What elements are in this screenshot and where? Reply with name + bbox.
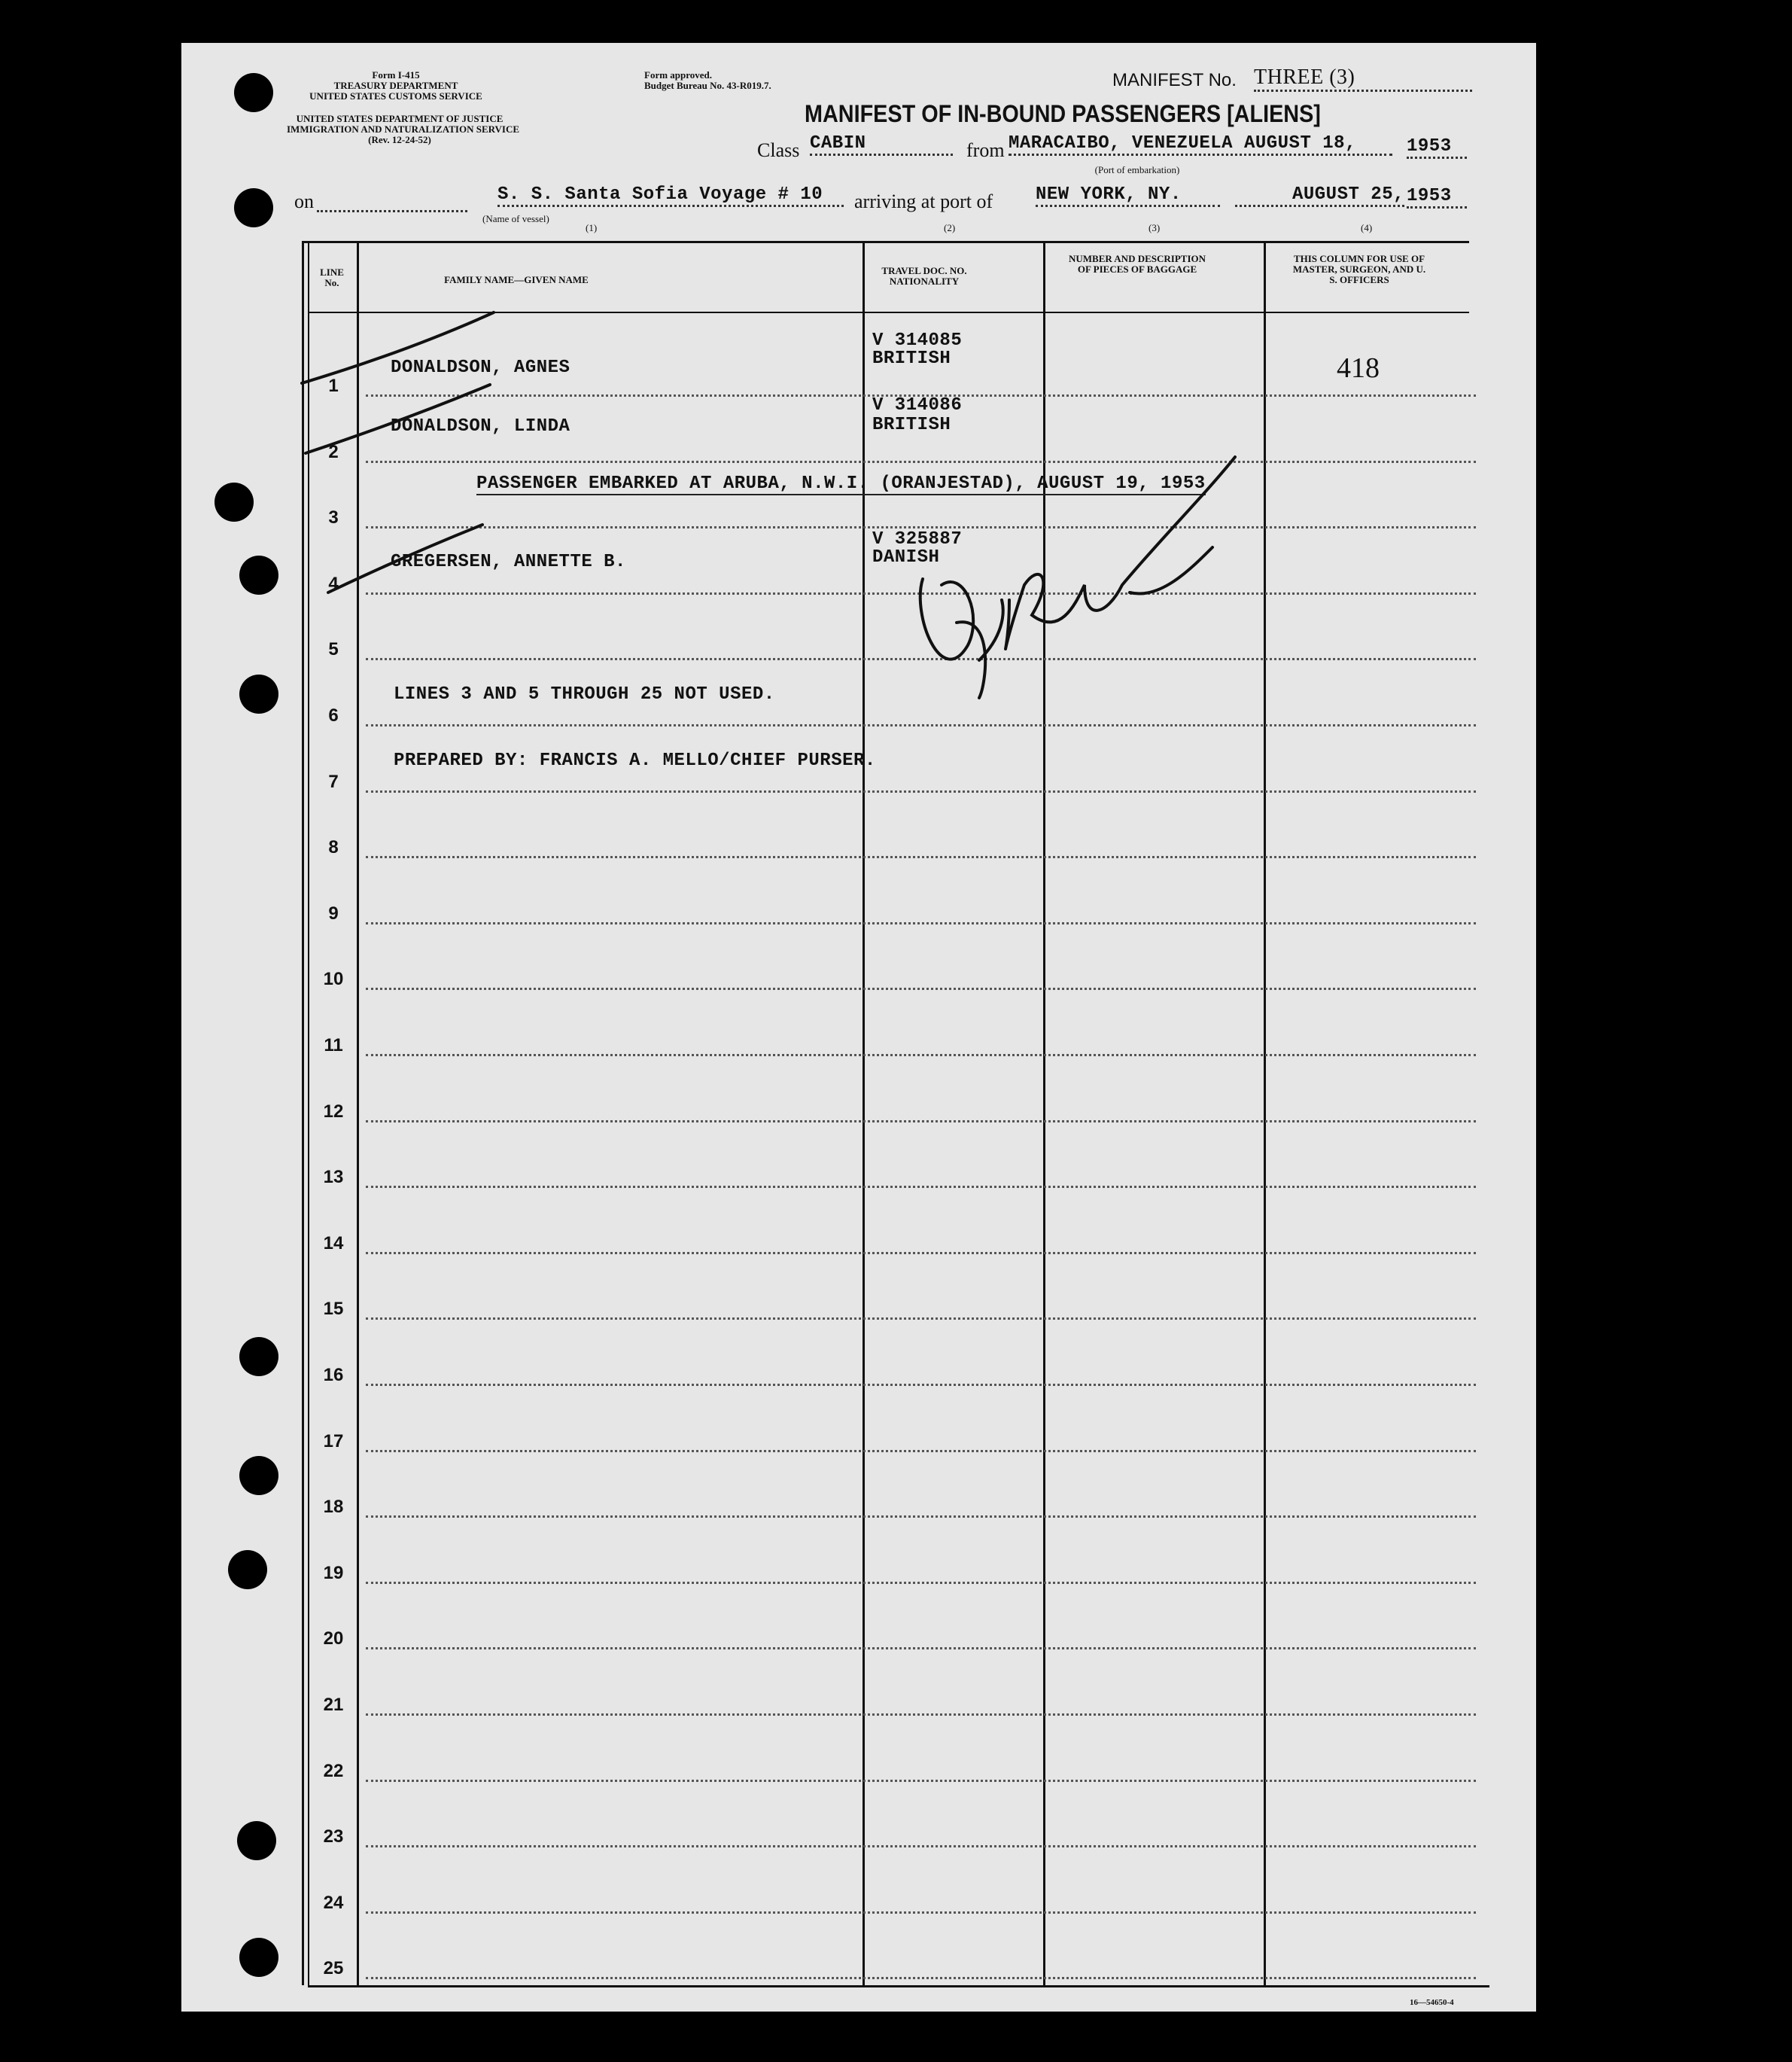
row-4-doc: V 325887: [872, 529, 963, 550]
line-number: 2: [328, 441, 339, 462]
row-2-nationality: BRITISH: [872, 415, 951, 435]
row-6-note: LINES 3 AND 5 THROUGH 25 NOT USED.: [394, 684, 775, 705]
line-number: 17: [323, 1430, 344, 1451]
form-number: Form I-415: [372, 69, 420, 81]
line-number: 16: [323, 1365, 344, 1385]
row-1-name: DONALDSON, AGNES: [391, 358, 570, 378]
line-number: 11: [324, 1035, 343, 1055]
from-label: from: [966, 139, 1005, 161]
col-num-4: (4): [1361, 222, 1373, 233]
class-value: CABIN: [810, 133, 953, 156]
manifest-no-label: MANIFEST No.: [1112, 70, 1237, 90]
col-header-name: FAMILY NAME—GIVEN NAME: [444, 274, 589, 285]
on-label: on: [294, 190, 314, 212]
from-year: 1953: [1407, 136, 1467, 159]
line-number: 1: [328, 376, 339, 396]
row-7-note: PREPARED BY: FRANCIS A. MELLO/CHIEF PURSER.: [394, 751, 876, 771]
class-label: Class: [757, 139, 800, 161]
form-approved: Form approved.: [644, 69, 713, 81]
arrival-year: 1953: [1407, 186, 1467, 209]
line-number: 10: [323, 969, 344, 990]
line-number: 7: [328, 771, 339, 792]
revision-date: (Rev. 12-24-52): [368, 134, 431, 145]
punch-hole: [239, 556, 278, 595]
line-number: 13: [323, 1167, 344, 1188]
port-caption: (Port of embarkation): [1094, 164, 1180, 175]
col-header-travel-doc: TRAVEL DOC. NO. NATIONALITY: [881, 265, 967, 287]
row-2-name: DONALDSON, LINDA: [391, 416, 570, 437]
row-4-nationality: DANISH: [872, 547, 940, 568]
row-1-officer-value: 418: [1337, 352, 1380, 384]
col-num-3: (3): [1149, 222, 1161, 233]
customs-service: UNITED STATES CUSTOMS SERVICE: [309, 90, 482, 102]
line-number: 5: [328, 639, 339, 660]
line-number: 4: [328, 573, 339, 594]
row-2-doc: V 314086: [872, 395, 963, 416]
col-num-2: (2): [944, 222, 956, 233]
line-number: 22: [323, 1760, 344, 1781]
punch-hole: [234, 188, 273, 227]
arrival-port: NEW YORK, NY.: [1036, 184, 1220, 207]
vessel-name: S. S. Santa Sofia Voyage # 10: [497, 184, 844, 207]
punch-hole: [239, 1456, 278, 1495]
page-title: MANIFEST OF IN-BOUND PASSENGERS [ALIENS]: [805, 100, 1321, 127]
from-value: MARACAIBO, VENEZUELA AUGUST 18,: [1009, 133, 1392, 156]
row-4-name: GREGERSEN, ANNETTE B.: [391, 552, 626, 572]
line-number: 3: [328, 507, 339, 528]
line-number: 24: [323, 1892, 344, 1913]
line-number: 9: [328, 903, 339, 924]
line-number: 23: [323, 1826, 344, 1847]
arriving-label: arriving at port of: [854, 190, 993, 212]
col-header-officers: THIS COLUMN FOR USE OF MASTER, SURGEON, AND U. S. OFFICERS: [1292, 253, 1426, 285]
punch-hole: [239, 1938, 278, 1977]
dept-justice: UNITED STATES DEPARTMENT OF JUSTICE: [296, 113, 504, 124]
col-header-line-no: LINE No.: [320, 267, 344, 288]
manifest-no-value: THREE (3): [1254, 65, 1472, 92]
immigration-service: IMMIGRATION AND NATURALIZATION SERVICE: [287, 123, 520, 135]
line-number: 25: [323, 1958, 344, 1979]
row-3-note: PASSENGER EMBARKED AT ARUBA, N.W.I. (ORANJESTAD), AUGUST 19, 1953: [476, 474, 1206, 494]
col-header-baggage: NUMBER AND DESCRIPTION OF PIECES OF BAGGAGE: [1068, 253, 1206, 275]
pen-marks: [181, 43, 1536, 2012]
punch-hole: [239, 675, 278, 714]
line-number: 20: [323, 1628, 344, 1649]
line-number: 15: [323, 1299, 344, 1320]
vessel-caption: (Name of vessel): [482, 213, 549, 224]
punch-hole: [234, 73, 273, 112]
line-number: 8: [328, 837, 339, 858]
row-1-doc: V 314085: [872, 330, 963, 351]
punch-hole: [214, 483, 254, 522]
row-1-nationality: BRITISH: [872, 349, 951, 369]
line-number: 18: [323, 1497, 344, 1518]
punch-hole: [237, 1821, 276, 1860]
punch-hole: [228, 1550, 267, 1589]
budget-bureau: Budget Bureau No. 43-R019.7.: [644, 80, 771, 91]
punch-hole: [239, 1337, 278, 1376]
treasury-department: TREASURY DEPARTMENT: [333, 80, 458, 91]
line-number: 21: [323, 1695, 344, 1715]
line-number: 19: [323, 1562, 344, 1583]
col-num-1: (1): [586, 222, 598, 233]
arrival-date: AUGUST 25,: [1235, 184, 1404, 207]
line-number: 12: [323, 1101, 344, 1122]
line-number: 6: [328, 705, 339, 726]
footer-code: 16—54650-4: [1410, 1998, 1454, 2007]
manifest-page: [181, 43, 1536, 2012]
line-number: 14: [323, 1232, 344, 1253]
